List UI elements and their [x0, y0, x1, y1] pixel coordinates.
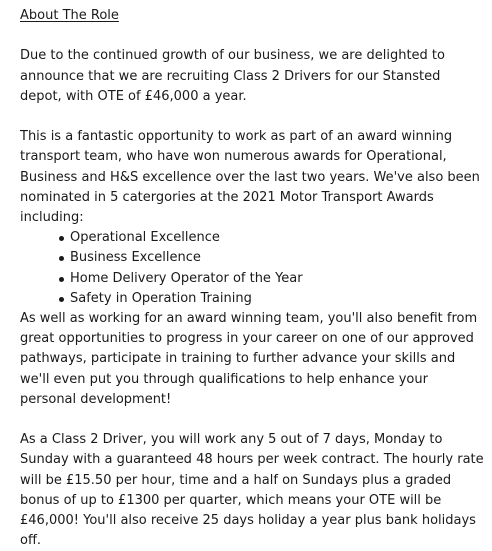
awards-paragraph: This is a fantastic opportunity to work as part of an award winning transport team, who have won numerous awards for Operational, Business and H&S excellence over the last two years. We've also been nominated in 5 catergories at the 2021 Motor Transport Awards including:: [20, 129, 480, 225]
list-item: Business Excellence: [70, 248, 484, 268]
list-item: Operational Excellence: [70, 228, 484, 248]
intro-paragraph: Due to the continued growth of our business, we are delighted to announce that we are recruiting Class 2 Drivers for our Stansted depot, with OTE of £46,000 a year.: [20, 48, 445, 104]
list-item: Safety in Operation Training: [70, 289, 484, 309]
list-item: Home Delivery Operator of the Year: [70, 269, 484, 289]
pay-paragraph: As a Class 2 Driver, you will work any 5 out of 7 days, Monday to Sunday with a guaranteed 48 hours per week contract. The hourly rate will be £15.50 per hour, time and a half on Sundays plus a graded bonus of up to £1300 per quarter, which means your OTE will be £46,000! You'll also receive 25 days holiday a year plus bank holidays off.: [20, 432, 484, 549]
benefits-paragraph: As well as working for an award winning team, you'll also benefit from great opportunities to progress in your career on one of our approved pathways, participate in training to further advance your skills and we'll even put you through qualifications to help enhance your personal development!: [20, 311, 478, 407]
awards-list: [20, 228, 484, 309]
section-heading: About The Role: [20, 8, 119, 23]
